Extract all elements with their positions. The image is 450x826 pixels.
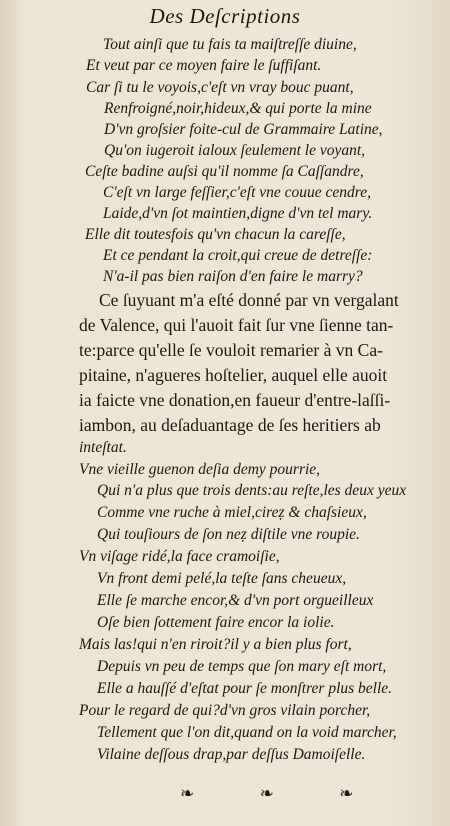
prose-line: pitaine, n'agueres hoſtelier, auquel elle auoit [79,365,388,385]
verse-line: Vn viſage ridé,la face cramoiſie, [79,548,280,565]
prose-line: iambon, au deſaduantage de ſes heritiers ab [79,415,381,435]
prose-line: inteſtat. [79,439,127,456]
verse-line: Elle dit toutesfois qu'vn chacun la careſſe, [85,226,346,243]
prose-line: de Valence, qui l'auoit fait ſur vne ſienne tan- [79,315,394,335]
verse-line: Et ce pendant la croit,qui creue de detreſſe: [103,247,373,264]
prose-line: te:parce qu'elle ſe vouloit remarier à vn Ca- [79,340,383,360]
verse-line: D'vn groſsier foite-cul de Grammaire Latine, [104,121,383,138]
verse-line: Car ſi tu le voyois,c'eſt vn vray bouc puant, [86,79,354,96]
verse-line: Vne vieille guenon deſia demy pourrie, [79,461,321,478]
fleuron-ornament: ❧ ❧ ❧ [180,784,384,804]
verse-line: Et veut par ce moyen faire le ſuffiſant. [86,57,322,74]
verse-line: Vn front demi pelé,la teſte ſans cheueux, [97,570,347,587]
verse-line: Pour le regard de qui?d'vn gros vilain porcher, [79,702,371,719]
verse-line: Tout ainſi que tu fais ta maiſtreſſe diuine, [103,36,357,53]
prose-line: Ce ſuyuant m'a eſté donné par vn vergalant [99,290,399,310]
verse-line: Qu'on iugeroit ialoux ſeulement le voyant, [104,142,366,159]
verse-line: Ceſte badine auſsi qu'il nomme ſa Caſſandre, [85,163,364,180]
verse-line: Mais las!qui n'en riroit?il y a bien plus fort, [79,636,352,653]
verse-line: Qui touſiours de ſon neẓ diſtile vne roupie. [97,526,360,543]
verse-line: Oſe bien ſottement faire encor la iolie. [97,614,335,631]
verse-line: Depuis vn peu de temps que ſon mary eſt mort, [97,658,387,675]
verse-line: Laide,d'vn ſot maintien,digne d'vn tel mary. [103,205,373,222]
verse-line: Tellement que l'on dit,quand on la void marcher, [97,724,397,741]
verse-line: Elle ſe marche encor,& d'vn port orgueilleux [97,592,374,609]
running-header: Des Deſcriptions [149,4,301,28]
verse-line: Vilaine deſſous drap,par deſſus Damoiſelle. [97,746,366,763]
verse-line: Elle a hauſſé d'eſtat pour ſe monſtrer plus belle. [97,680,393,697]
verse-line: C'eſt vn large feſſier,c'eſt vne couue cendre, [103,184,372,201]
verse-line: Comme vne ruche à miel,cireẓ & chaſsieux, [97,504,367,521]
verse-line: Renfroigné,noir,hideux,& qui porte la mine [104,100,372,117]
verse-line: Qui n'a plus que trois dents:au reſte,les deux yeux [97,482,407,499]
verse-line: N'a-il pas bien raiſon d'en faire le marry? [103,268,363,285]
prose-line: ia faicte vne donation,en faueur d'entre-laſſi- [79,390,391,410]
